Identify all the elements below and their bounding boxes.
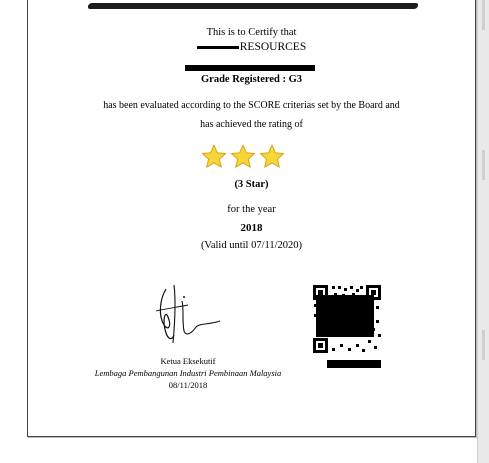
- scrollbar-mark: [482, 0, 485, 30]
- redacted-company-line: [185, 65, 315, 71]
- valid-until: (Valid until 07/11/2020): [200, 240, 303, 251]
- certificate-page: [27, 0, 476, 437]
- certificate-year: 2018: [240, 222, 263, 234]
- redacted-qr-area: [316, 295, 374, 337]
- scrollbar-track[interactable]: [477, 0, 489, 463]
- for-the-year-text: for the year: [227, 204, 276, 215]
- certify-text: This is to Certify that: [206, 27, 297, 38]
- certificate-heading-cropped: [88, 0, 418, 11]
- grade-registered: Grade Registered : G3: [201, 74, 302, 85]
- signature-image: [138, 281, 228, 351]
- signatory-organization: Lembaga Pembangunan Industri Pembinaan Malaysia: [94, 368, 282, 378]
- achieved-statement: has achieved the rating of: [200, 119, 303, 130]
- star-icon: [229, 143, 257, 171]
- signatory-title: Ketua Eksekutif: [160, 356, 216, 366]
- scrollbar-mark: [482, 150, 485, 180]
- company-name-suffix: RESOURCES: [239, 41, 307, 53]
- star-rating-label: (3 Star): [234, 179, 269, 190]
- signature-date: 08/11/2018: [168, 380, 208, 390]
- star-icon: [258, 143, 286, 171]
- evaluation-statement: has been evaluated according to the SCORE criterias set by the Board and: [103, 100, 400, 111]
- star-icon: [200, 143, 228, 171]
- scrollbar-mark: [482, 330, 485, 360]
- redacted-company-prefix: [197, 46, 239, 49]
- star-rating: [200, 143, 310, 171]
- redacted-qr-caption: [327, 360, 381, 368]
- company-name: [28, 41, 475, 53]
